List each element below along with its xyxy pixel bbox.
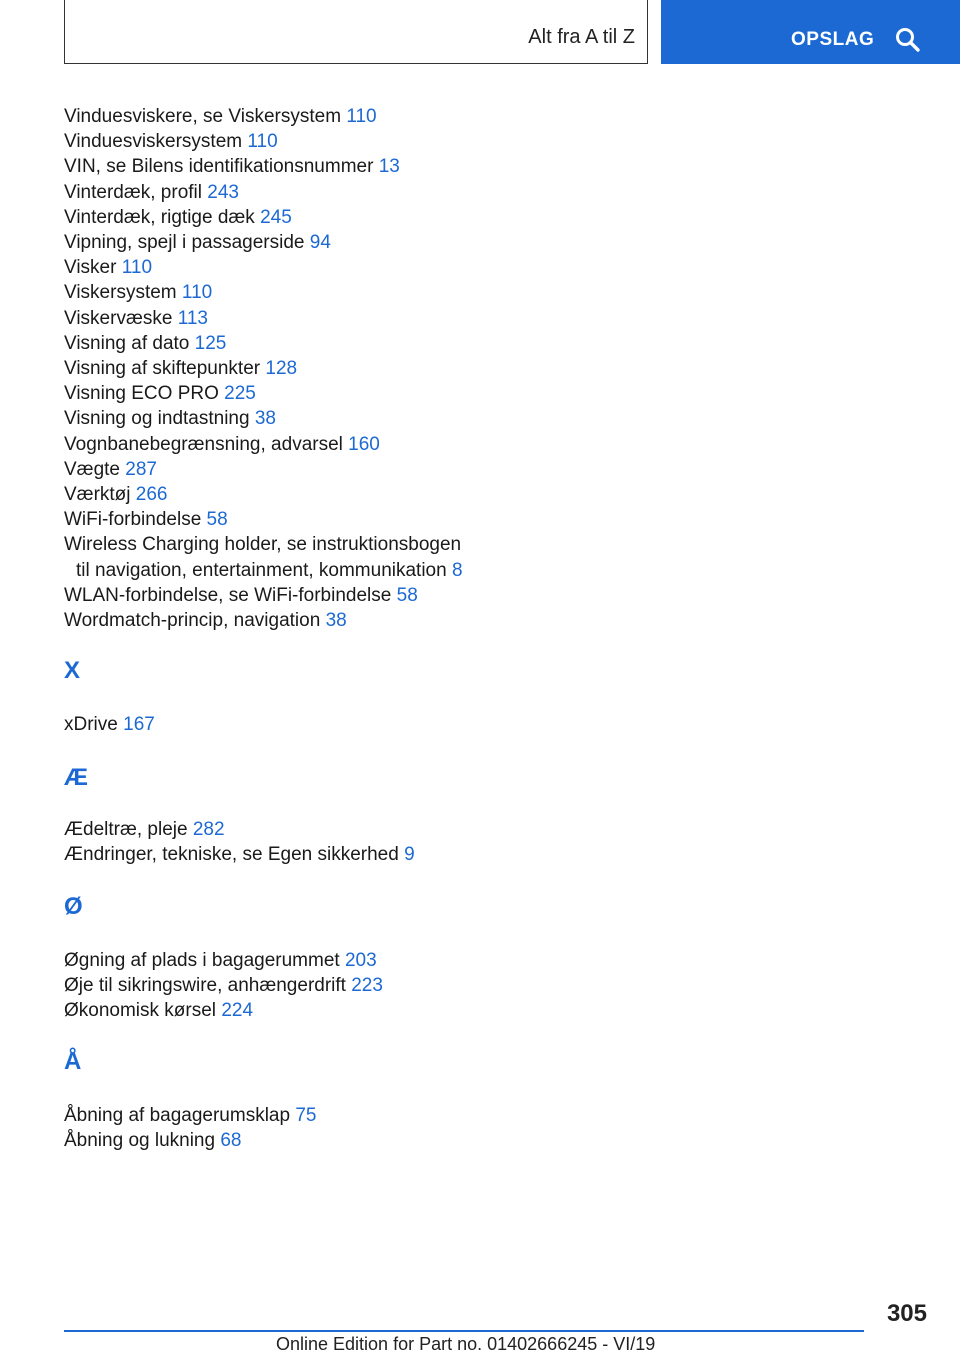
page-link[interactable]: 160 <box>348 433 380 455</box>
index-entry: WLAN-forbindelse, se WiFi-forbindelse 58 <box>64 584 418 606</box>
page-link[interactable]: 243 <box>207 181 239 203</box>
entry-continuation: til navigation, entertainment, kommunikation 8 <box>76 559 463 581</box>
index-entry: Åbning af bagagerumsklap 75 <box>64 1105 317 1126</box>
page-link[interactable]: 110 <box>247 131 278 153</box>
index-list-aa <box>64 1103 624 1153</box>
opslag-tab[interactable] <box>661 0 960 64</box>
index-entry: Visning af dato 125 <box>64 332 227 354</box>
index-entry: VIN, se Bilens identifikationsnummer 13 <box>64 156 400 178</box>
page-link[interactable]: 8 <box>451 559 463 581</box>
index-entry: Vinterdæk, rigtige dæk 245 <box>64 206 292 228</box>
index-entry: Visker 110 <box>64 257 153 279</box>
index-entry: Økonomisk kørsel 224 <box>64 1000 254 1022</box>
index-entry: Wordmatch-princip, navigation 38 <box>64 610 347 632</box>
page-link[interactable]: 38 <box>325 610 347 632</box>
section-letter-ae: Æ <box>64 764 88 791</box>
page-link[interactable]: 75 <box>295 1105 317 1126</box>
index-entry: Vognbanebegrænsning, advarsel 160 <box>64 433 380 455</box>
index-entry: Vipning, spejl i passagerside 94 <box>64 232 331 254</box>
page-number: 305 <box>886 1300 927 1327</box>
page-link[interactable]: 110 <box>346 106 377 127</box>
page-link[interactable]: 245 <box>260 206 292 228</box>
page-link[interactable]: 110 <box>181 282 213 304</box>
index-list-oe <box>64 948 624 1024</box>
index-entry: Ændringer, tekniske, se Egen sikkerhed 9 <box>64 844 415 866</box>
page-link[interactable]: 113 <box>177 307 208 329</box>
index-entry: Visning af skiftepunkter 128 <box>64 358 298 380</box>
index-entry: Vægte 287 <box>64 458 157 480</box>
section-letter-aa: Å <box>64 1048 82 1075</box>
header-title: Alt fra A til Z <box>528 26 635 48</box>
index-entry: Øgning af plads i bagagerummet 203 <box>64 950 377 971</box>
index-entry: Vinduesviskere, se Viskersystem 110 <box>64 106 377 127</box>
page-link[interactable]: 38 <box>254 408 276 430</box>
index-entry: Åbning og lukning 68 <box>64 1130 242 1152</box>
index-entry: Visning ECO PRO 225 <box>64 383 256 405</box>
page-link[interactable]: 13 <box>378 156 400 178</box>
index-entry: Vinterdæk, profil 243 <box>64 181 239 203</box>
index-entry: Wireless Charging holder, se instruktionsbogen til navigation, entertainment, kommunikation 8 <box>64 532 624 582</box>
section-letter-oe: Ø <box>64 893 83 920</box>
page-link[interactable]: 282 <box>192 819 225 840</box>
footer-edition: Online Edition for Part no. 01402666245 - VI/19 <box>276 1334 656 1354</box>
index-entry: xDrive 167 <box>64 714 155 735</box>
section-letter-x: X <box>64 657 81 684</box>
header-title-box <box>64 0 648 64</box>
index-entry: Viskersystem 110 <box>64 282 213 304</box>
page-link[interactable]: 167 <box>123 714 155 735</box>
footer-divider <box>64 1330 864 1332</box>
page-link[interactable]: 125 <box>194 332 227 354</box>
index-entry: Vinduesviskersystem 110 <box>64 131 278 153</box>
page-link[interactable]: 58 <box>206 509 228 531</box>
page-link[interactable]: 94 <box>309 232 331 254</box>
index-list-v-w <box>64 104 624 633</box>
page-link[interactable]: 128 <box>265 358 298 380</box>
index-list-ae <box>64 817 624 867</box>
index-entry: Viskervæske 113 <box>64 307 208 329</box>
index-entry: Øje til sikringswire, anhængerdrift 223 <box>64 975 383 997</box>
index-list-x <box>64 712 624 737</box>
search-icon[interactable] <box>895 27 921 53</box>
index-entry: WiFi-forbindelse 58 <box>64 509 228 531</box>
page-link[interactable]: 58 <box>396 584 418 606</box>
page-link[interactable]: 203 <box>344 950 377 971</box>
opslag-tab-label: OPSLAG <box>791 29 875 50</box>
page-link[interactable]: 225 <box>224 383 256 405</box>
page-link[interactable]: 224 <box>221 1000 254 1022</box>
index-entry: Værktøj 266 <box>64 484 168 506</box>
page-link[interactable]: 287 <box>125 458 157 480</box>
page-link[interactable]: 68 <box>220 1130 242 1152</box>
page-link[interactable]: 9 <box>404 844 415 866</box>
index-entry: Ædeltræ, pleje 282 <box>64 819 225 840</box>
page-link[interactable]: 266 <box>135 484 168 506</box>
page-link[interactable]: 223 <box>351 975 383 997</box>
index-entry: Visning og indtastning 38 <box>64 408 276 430</box>
page-link[interactable]: 110 <box>121 257 153 279</box>
